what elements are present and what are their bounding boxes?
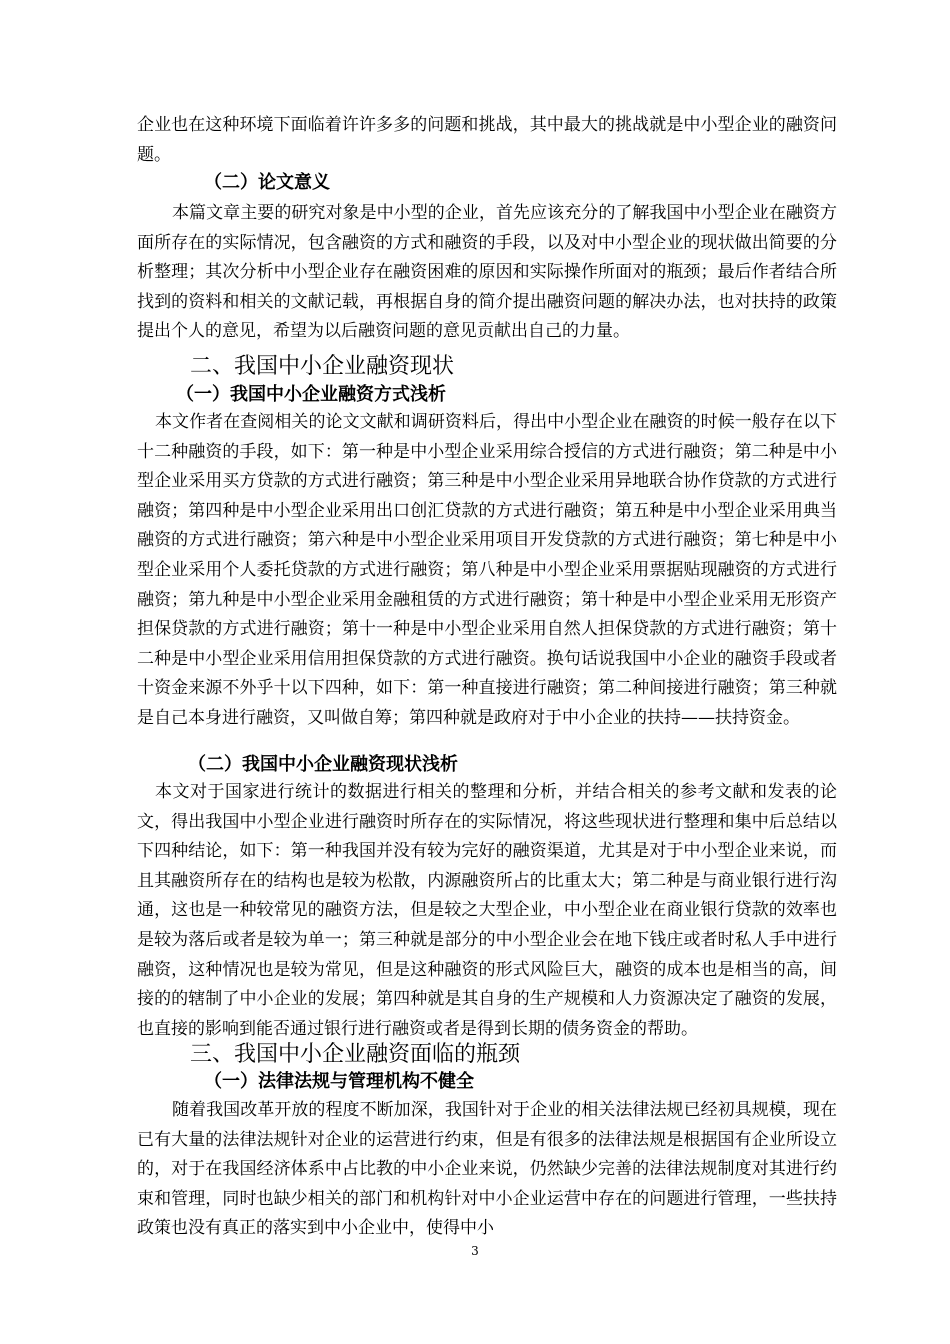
heading-financing-methods: （一）我国中小企业融资方式浅析 [176,384,446,405]
heading-status-analysis: （二）我国中小企业融资现状浅析 [188,754,458,775]
paragraph-financing-methods: 本文作者在查阅相关的论文文献和调研资料后，得出中小型企业在融资的时候一般存在以下十二种融资的手段，如下：第一种是中小型企业采用综合授信的方式进行融资；第二种是中小型企业采用买方贷款的方式进行融资；第三种是中小型企业采用异地联合协作贷款的方式进行融资；第四种是中小型企业采用出口创汇贷款的方式进行融资；第五种是中小型企业采用典当融资的方式进行融资；第六种是中小型企业采用项目开发贷款的方式进行融资；第七种是中小型企业采用个人委托贷款的方式进行融资；第八种是中小型企业采用票据贴现融资的方式进行融资；第九种是中小型企业采用金融租赁的方式进行融资；第十种是中小型企业采用无形资产担保贷款的方式进行融资；第十一种是中小型企业采用自然人担保贷款的方式进行融资；第十二种是中小型企业采用信用担保贷款的方式进行融资。换句话说我国中小企业的融资手段或者十资金来源不外乎十以下四种，如下：第一种直接进行融资；第二种间接进行融资；第三种就是自己本身进行融资，又叫做自筹；第四种就是政府对于中小企业的扶持——扶持资金。 [137,412,837,728]
heading-financing-status: 二、我国中小企业融资现状 [190,354,455,379]
page-number: 3 [471,1244,479,1258]
paragraph-status-analysis: 本文对于国家进行统计的数据进行相关的整理和分析，并结合相关的参考文献和发表的论文，得出我国中小型企业进行融资时所存在的实际情况，将这些现状进行整理和集中后总结以下四种结论，如下：第一种我国并没有较为完好的融资渠道，尤其是对于中小型企业来说，而且其融资所存在的结构也是较为松散，内源融资所占的比重太大；第二种是与商业银行进行沟通，这也是一种较常见的融资方法，但是较之大型企业，中小型企业在商业银行贷款的效率也是较为落后或者是较为单一；第三种就是部分的中小型企业会在地下钱庄或者时私人手中进行融资，这种情况也是较为常见，但是这种融资的形式风险巨大，融资的成本也是相当的高，间接的的辖制了中小企业的发展；第四种就是其自身的生产规模和人力资源决定了融资的发展，也直接的影响到能否通过银行进行融资或者是得到长期的债务资金的帮助。 [137,782,837,1039]
heading-law-and-regulation: （一）法律法规与管理机构不健全 [204,1071,474,1092]
heading-financing-bottleneck: 三、我国中小企业融资面临的瓶颈 [190,1042,521,1067]
paragraph-intro-tail: 企业也在这种环境下面临着许许多多的问题和挑战，其中最大的挑战就是中小型企业的融资问题。 [137,115,837,165]
paragraph-law-and-regulation: 随着我国改革开放的程度不断加深，我国针对于企业的相关法律法规已经初具规模，现在已有大量的法律法规针对企业的运营进行约束，但是有很多的法律法规是根据国有企业所设立的，对于在我国经济体系中占比教的中小企业来说，仍然缺少完善的法律法规制度对其进行约束和管理，同时也缺少相关的部门和机构针对中小企业运营中存在的问题进行管理，一些扶持政策也没有真正的落实到中小企业中，使得中小 [137,1100,837,1239]
heading-thesis-significance: （二）论文意义 [204,172,330,193]
paragraph-thesis-significance: 本篇文章主要的研究对象是中小型的企业，首先应该充分的了解我国中小型企业在融资方面所存在的实际情况，包含融资的方式和融资的手段，以及对中小型企业的现状做出简要的分析整理；其次分析中小型企业存在融资困难的原因和实际操作所面对的瓶颈；最后作者结合所找到的资料和相关的文献记载，再根据自身的简介提出融资问题的解决办法，也对扶持的政策提出个人的意见，希望为以后融资问题的意见贡献出自己的力量。 [137,203,837,342]
